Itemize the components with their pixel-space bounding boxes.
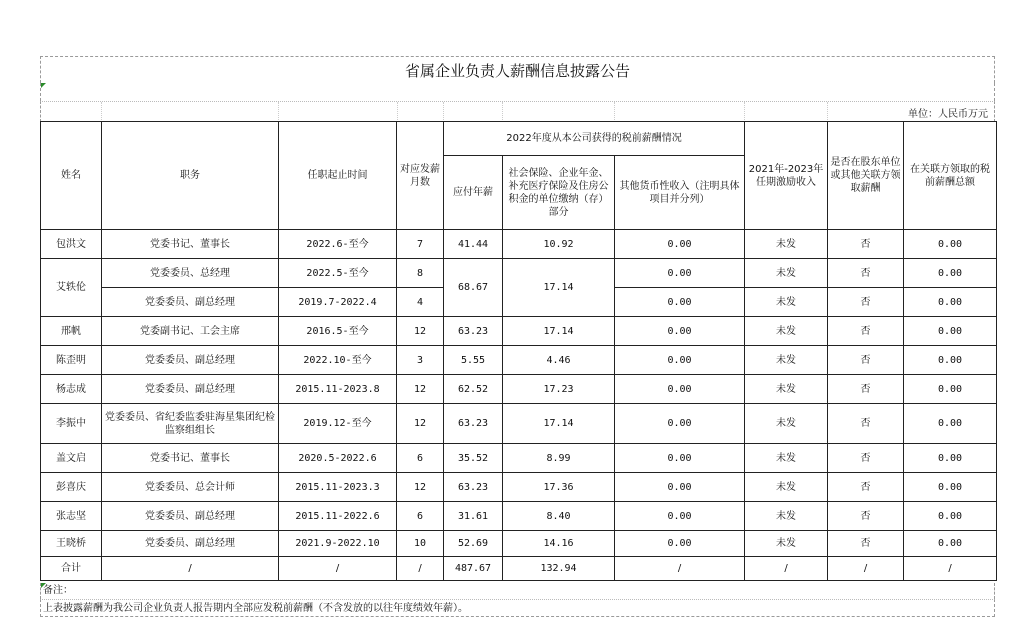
cell-related: 否 [828,375,904,404]
cell-annual-pay: 68.67 [444,259,503,317]
total-related: / [828,557,904,581]
cell-months: 12 [397,375,444,404]
cell-related-total: 0.00 [904,404,997,444]
cell-related: 否 [828,502,904,531]
notes-label: 备注： [43,585,73,596]
cell-annual-pay: 63.23 [444,404,503,444]
cell-name: 盖文启 [41,444,102,473]
cell-incentive: 未发 [745,346,828,375]
table-row [41,230,997,259]
cell-incentive: 未发 [745,444,828,473]
cell-name: 陈歪明 [41,346,102,375]
cell-name: 杨志成 [41,375,102,404]
cell-social: 17.14 [503,259,615,317]
total-months: / [397,557,444,581]
cell-related: 否 [828,404,904,444]
cell-annual-pay: 63.23 [444,317,503,346]
cell-incentive: 未发 [745,502,828,531]
cell-term: 2019.12-至今 [279,404,397,444]
cell-social: 17.14 [503,404,615,444]
cell-term: 2015.11-2023.8 [279,375,397,404]
unit-label: 单位：人民币万元 [908,109,988,120]
header-position: 职务 [102,122,279,230]
table-row [41,444,997,473]
blank-row [40,83,995,101]
cell-related-total: 0.00 [904,230,997,259]
table-row [41,317,997,346]
cell-name: 邢帆 [41,317,102,346]
cell-incentive: 未发 [745,317,828,346]
header-related-total: 在关联方领取的税前薪酬总额 [904,122,997,230]
cell-other: 0.00 [615,404,745,444]
cell-related: 否 [828,259,904,288]
cell-related: 否 [828,317,904,346]
cell-other: 0.00 [615,230,745,259]
cell-position: 党委委员、副总经理 [102,531,279,557]
title-text: 省属企业负责人薪酬信息披露公告 [404,61,630,80]
total-annual-pay: 487.67 [444,557,503,581]
unit-row [40,101,995,122]
cell-incentive: 未发 [745,288,828,317]
cell-related-total: 0.00 [904,502,997,531]
cell-term: 2022.10-至今 [279,346,397,375]
cell-incentive: 未发 [745,473,828,502]
cell-annual-pay: 62.52 [444,375,503,404]
header-name: 姓名 [41,122,102,230]
header-term: 任职起止时间 [279,122,397,230]
cell-incentive: 未发 [745,404,828,444]
cell-months: 6 [397,502,444,531]
cell-social: 17.14 [503,317,615,346]
header-months: 对应发薪月数 [397,122,444,230]
cell-other: 0.00 [615,317,745,346]
cell-related-total: 0.00 [904,317,997,346]
cell-term: 2020.5-2022.6 [279,444,397,473]
cell-name: 张志坚 [41,502,102,531]
cell-other: 0.00 [615,502,745,531]
cell-name: 王晓桥 [41,531,102,557]
cell-annual-pay: 31.61 [444,502,503,531]
cell-related-total: 0.00 [904,444,997,473]
cell-term: 2015.11-2022.6 [279,502,397,531]
cell-social: 14.16 [503,531,615,557]
cell-term: 2021.9-2022.10 [279,531,397,557]
cell-months: 8 [397,259,444,288]
cell-term: 2016.5-至今 [279,317,397,346]
cell-position: 党委委员、副总经理 [102,375,279,404]
table-row [41,473,997,502]
cell-other: 0.00 [615,259,745,288]
cell-related-total: 0.00 [904,375,997,404]
cell-related-total: 0.00 [904,288,997,317]
cell-position: 党委委员、副总经理 [102,346,279,375]
cell-months: 7 [397,230,444,259]
cell-social: 17.23 [503,375,615,404]
cell-months: 12 [397,317,444,346]
header-annual-pay: 应付年薪 [444,156,503,230]
cell-social: 8.40 [503,502,615,531]
cell-incentive: 未发 [745,531,828,557]
cell-marker [41,583,46,588]
cell-annual-pay: 5.55 [444,346,503,375]
header-other-income: 其他货币性收入（注明具体项目并分列） [615,156,745,230]
cell-related: 否 [828,531,904,557]
cell-related: 否 [828,288,904,317]
cell-name: 包洪文 [41,230,102,259]
cell-annual-pay: 52.69 [444,531,503,557]
total-term: / [279,557,397,581]
notes-row [40,583,995,599]
cell-related: 否 [828,473,904,502]
total-other: / [615,557,745,581]
cell-annual-pay: 35.52 [444,444,503,473]
total-row [41,557,997,581]
footnote-text: 上表披露薪酬为我公司企业负责人报告期内全部应发税前薪酬（不含发放的以往年度绩效年薪）。 [43,603,468,614]
table-row [41,502,997,531]
cell-related-total: 0.00 [904,346,997,375]
cell-other: 0.00 [615,531,745,557]
cell-term: 2022.5-至今 [279,259,397,288]
cell-position: 党委委员、省纪委监委驻海星集团纪检监察组组长 [102,404,279,444]
cell-position: 党委委员、副总经理 [102,288,279,317]
cell-position: 党委委员、总会计师 [102,473,279,502]
total-label: 合计 [41,557,102,581]
cell-position: 党委书记、董事长 [102,230,279,259]
cell-related-total: 0.00 [904,473,997,502]
cell-term: 2019.7-2022.4 [279,288,397,317]
cell-other: 0.00 [615,346,745,375]
cell-related: 否 [828,444,904,473]
cell-related: 否 [828,346,904,375]
table-row [41,404,997,444]
cell-related: 否 [828,230,904,259]
cell-social: 8.99 [503,444,615,473]
cell-other: 0.00 [615,444,745,473]
cell-related-total: 0.00 [904,531,997,557]
cell-annual-pay: 63.23 [444,473,503,502]
header-related-party: 是否在股东单位或其他关联方领取薪酬 [828,122,904,230]
cell-months: 3 [397,346,444,375]
page-title [40,56,995,83]
cell-name: 彭喜庆 [41,473,102,502]
footnote-row [40,599,995,617]
header-incentive: 2021年-2023年任期激励收入 [745,122,828,230]
cell-months: 10 [397,531,444,557]
cell-months: 12 [397,404,444,444]
cell-position: 党委副书记、工会主席 [102,317,279,346]
total-social: 132.94 [503,557,615,581]
header-2022-group: 2022年度从本公司获得的税前薪酬情况 [444,122,745,156]
cell-months: 4 [397,288,444,317]
cell-annual-pay: 41.44 [444,230,503,259]
cell-position: 党委委员、副总经理 [102,502,279,531]
cell-name: 李振中 [41,404,102,444]
total-position: / [102,557,279,581]
cell-social: 17.36 [503,473,615,502]
total-related-total: / [904,557,997,581]
cell-incentive: 未发 [745,230,828,259]
cell-social: 10.92 [503,230,615,259]
cell-name: 艾轶伦 [41,259,102,317]
cell-months: 6 [397,444,444,473]
cell-social: 4.46 [503,346,615,375]
cell-months: 12 [397,473,444,502]
cell-position: 党委书记、董事长 [102,444,279,473]
table-row [41,259,997,288]
cell-other: 0.00 [615,473,745,502]
cell-incentive: 未发 [745,259,828,288]
cell-term: 2015.11-2023.3 [279,473,397,502]
cell-related-total: 0.00 [904,259,997,288]
salary-table [40,121,997,581]
cell-other: 0.00 [615,288,745,317]
cell-position: 党委委员、总经理 [102,259,279,288]
cell-incentive: 未发 [745,375,828,404]
cell-other: 0.00 [615,375,745,404]
table-row [41,531,997,557]
total-incentive: / [745,557,828,581]
header-social-insurance: 社会保险、企业年金、补充医疗保险及住房公积金的单位缴纳（存）部分 [503,156,615,230]
table-row [41,346,997,375]
table-row [41,375,997,404]
cell-term: 2022.6-至今 [279,230,397,259]
